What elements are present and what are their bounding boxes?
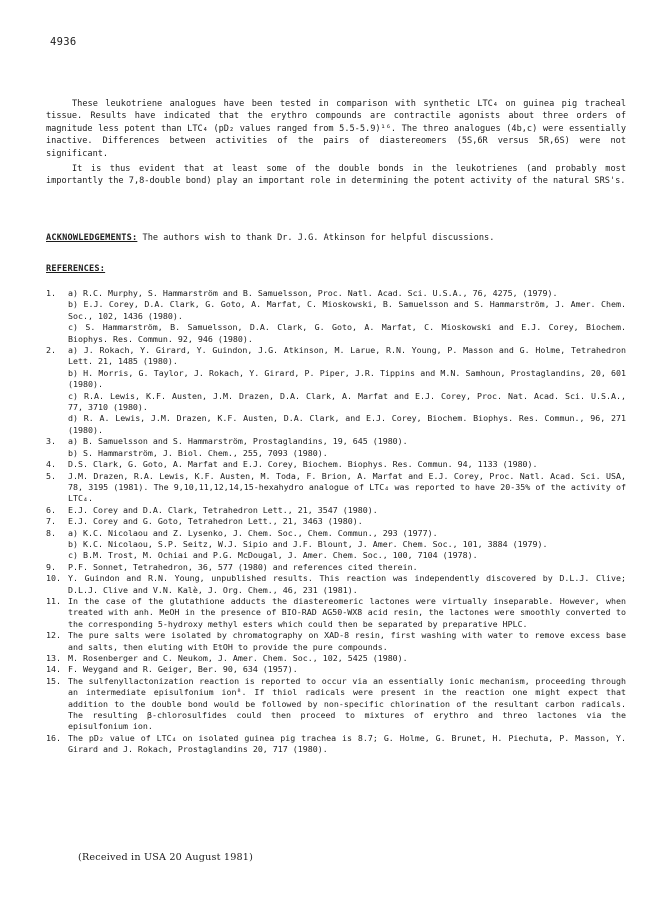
reference-item xyxy=(46,459,626,470)
reference-part: F. Weygand and R. Geiger, Ber. 90, 634 (1957). xyxy=(68,664,298,675)
reference-item xyxy=(46,562,626,573)
reference-number: 9. xyxy=(46,561,56,572)
reference-number: 13. xyxy=(46,653,61,663)
reference-text xyxy=(68,459,626,470)
reference-number: 3. xyxy=(46,436,56,447)
reference-number: 11. xyxy=(46,595,61,606)
reference-part: The pD₂ value of LTC₄ on isolated guinea pig trachea is 8.7; G. Holme, G. Brunet, H. Piechuta, P. Masson, Y. Girard and J. Rokach, Prostaglandins 20, 717 (1980). xyxy=(68,732,626,755)
reference-part: In the case of the glutathione adducts the diastereomeric lactones were virtually inseparable. However, when treated with anh. MeOH in the presence of BIO-RAD AG50-WX8 acid resin, the lactones were smoothly converted to the corresponding 5-hydroxy methyl esters which could then be separated by preparative HPLC. xyxy=(68,595,626,629)
reference-number: 14. xyxy=(46,664,61,675)
reference-part: a) K.C. Nicolaou and Z. Lysenko, J. Chem. Soc., Chem. Commun., 293 (1977). xyxy=(68,527,438,538)
reference-item xyxy=(46,345,626,436)
reference-part: c) B.M. Trost, M. Ochiai and P.G. McDougal, J. Amer. Chem. Soc., 100, 7104 (1978). xyxy=(68,550,478,561)
reference-part: a) J. Rokach, Y. Girard, Y. Guindon, J.G. Atkinson, M. Larue, R.N. Young, P. Masson and G. Holme, Tetrahedron Lett. 21, 1485 (1980). xyxy=(68,345,626,367)
reference-text xyxy=(68,676,626,733)
reference-text xyxy=(68,664,626,675)
reference-number: 15. xyxy=(46,675,61,686)
reference-part: D.S. Clark, G. Goto, A. Marfat and E.J. Corey, Biochem. Biophys. Res. Commun. 94, 1133 (1980). xyxy=(68,459,538,470)
reference-part: d) R. A. Lewis, J.M. Drazen, K.F. Austen, D.A. Clark, and E.J. Corey, Biochem. Biophys. Res. Commun., 96, 271 (1980). xyxy=(68,413,626,435)
reference-number: 8. xyxy=(46,527,56,538)
reference-part: c) R.A. Lewis, K.F. Austen, J.M. Drazen, D.A. Clark, A. Marfat and E.J. Corey, Proc. Nat. Acad. Sci. U.S.A., 77, 3710 (1980). xyxy=(68,390,626,413)
body-paragraph-1: These leukotriene analogues have been tested in comparison with synthetic LTC₄ on guinea pig tracheal tissue. Results have indicated that the erythro compounds are contractile agonists about three orders of magnitude less potent than LTC₄ (pD₂ values ranged from 5.5-5.9)¹⁶. The threo analogues (4b,c) were essentially inactive. Differences between activities of the pairs of diastereomers (5S,6R versus 5R,6S) were not significant. xyxy=(46,99,626,159)
reference-item xyxy=(46,664,626,675)
reference-part: a) R.C. Murphy, S. Hammarström and B. Samuelsson, Proc. Natl. Acad. Sci. U.S.A., 76, 4275, (1979). xyxy=(68,288,558,298)
page-number: 4936 xyxy=(50,36,77,48)
reference-number: 6. xyxy=(46,504,56,515)
reference-text xyxy=(68,562,626,573)
reference-item xyxy=(46,676,626,733)
received-date: (Received in USA 20 August 1981) xyxy=(78,852,254,863)
reference-number: 7. xyxy=(46,516,56,527)
reference-text xyxy=(68,596,626,630)
reference-text xyxy=(68,288,626,345)
reference-part: c) S. Hammarström, B. Samuelsson, D.A. Clark, G. Goto, A. Marfat, C. Mioskowski and E.J. Corey, Biochem. Biophys. Res. Commun. 92, 946 (1980). xyxy=(68,322,626,344)
reference-item xyxy=(46,596,626,630)
reference-part: Y. Guindon and R.N. Young, unpublished results. This reaction was independently discovered by D.L.J. Clive; D.L.J. Clive and V.N. Kalè, J. Org. Chem., 46, 231 (1981). xyxy=(68,573,626,595)
reference-text xyxy=(68,733,626,756)
reference-item xyxy=(46,653,626,664)
reference-part: b) S. Hammarström, J. Biol. Chem., 255, 7093 (1980). xyxy=(68,447,328,458)
acknowledgements-text: The authors wish to thank Dr. J.G. Atkinson for helpful discussions. xyxy=(142,233,495,243)
acknowledgements-label: ACKNOWLEDGEMENTS: xyxy=(46,233,138,243)
reference-text xyxy=(68,436,626,459)
body-paragraph-2: It is thus evident that at least some of the double bonds in the leukotrienes (and probably most importantly the 7,8-double bond) play an important role in determining the potent activity of the natural SRS's. xyxy=(46,164,626,187)
references-heading: REFERENCES: xyxy=(46,264,106,274)
reference-part: J.M. Drazen, R.A. Lewis, K.F. Austen, M. Toda, F. Brion, A. Marfat and E.J. Corey, Proc. Natl. Acad. Sci. USA, 78, 3195 (1981). The 9,10,11,12,14,15-hexahydro analogue of LTC₄ was reported to have 20-35% of the activity of LTC₄. xyxy=(68,470,626,504)
reference-part: The sulfenyllactonization reaction is reported to occur via an essentially ionic mechanism, proceeding through an intermediate episulfonium ion⁸. If thiol radicals were present in the reaction one might expect that addition to the double bond would be followed by non-specific chlorination of the resultant carbon radicals. The resulting β-chlorosulfides could then proceed to mixtures of erythro and threo lactones via the episulfonium ion. xyxy=(68,675,626,732)
reference-part: M. Rosenberger and C. Neukom, J. Amer. Chem. Soc., 102, 5425 (1980). xyxy=(68,653,408,663)
reference-item xyxy=(46,471,626,505)
reference-part: The pure salts were isolated by chromatography on XAD-8 resin, first washing with water to remove excess base and salts, then eluting with EtOH to provide the pure compounds. xyxy=(68,630,626,652)
reference-part: a) B. Samuelsson and S. Hammarström, Prostaglandins, 19, 645 (1980). xyxy=(68,436,408,447)
reference-number: 4. xyxy=(46,459,56,470)
reference-text xyxy=(68,528,626,562)
reference-item xyxy=(46,436,626,459)
reference-text xyxy=(68,345,626,436)
reference-item xyxy=(46,288,626,345)
reference-part: b) E.J. Corey, D.A. Clark, G. Goto, A. Marfat, C. Mioskowski, B. Samuelsson and S. Hammarström, J. Amer. Chem. Soc., 102, 1436 (1980). xyxy=(68,299,626,321)
reference-part: b) H. Morris, G. Taylor, J. Rokach, Y. Girard, P. Piper, J.R. Tippins and M.N. Samhoun, Prostaglandins, 20, 601 (1980). xyxy=(68,367,626,390)
acknowledgements xyxy=(46,232,626,244)
reference-number: 1. xyxy=(46,288,56,298)
reference-item xyxy=(46,733,626,756)
reference-part: E.J. Corey and G. Goto, Tetrahedron Lett., 21, 3463 (1980). xyxy=(68,516,363,527)
reference-text xyxy=(68,471,626,505)
references-list xyxy=(46,288,626,756)
reference-number: 16. xyxy=(46,732,61,743)
reference-text xyxy=(68,630,626,653)
reference-item xyxy=(46,630,626,653)
reference-number: 12. xyxy=(46,630,61,641)
reference-text xyxy=(68,516,626,527)
reference-number: 2. xyxy=(46,345,56,356)
reference-item xyxy=(46,573,626,596)
reference-item xyxy=(46,528,626,562)
reference-part: P.F. Sonnet, Tetrahedron, 36, 577 (1980) and references cited therein. xyxy=(68,561,418,572)
reference-part: E.J. Corey and D.A. Clark, Tetrahedron Lett., 21, 3547 (1980). xyxy=(68,504,378,515)
reference-part: b) K.C. Nicolaou, S.P. Seitz, W.J. Sipio and J.F. Blount, J. Amer. Chem. Soc., 101, 3884 (1979). xyxy=(68,538,548,549)
reference-number: 5. xyxy=(46,470,56,481)
reference-item xyxy=(46,516,626,527)
reference-text xyxy=(68,653,626,664)
reference-item xyxy=(46,505,626,516)
reference-number: 10. xyxy=(46,573,61,584)
reference-text xyxy=(68,573,626,596)
reference-text xyxy=(68,505,626,516)
